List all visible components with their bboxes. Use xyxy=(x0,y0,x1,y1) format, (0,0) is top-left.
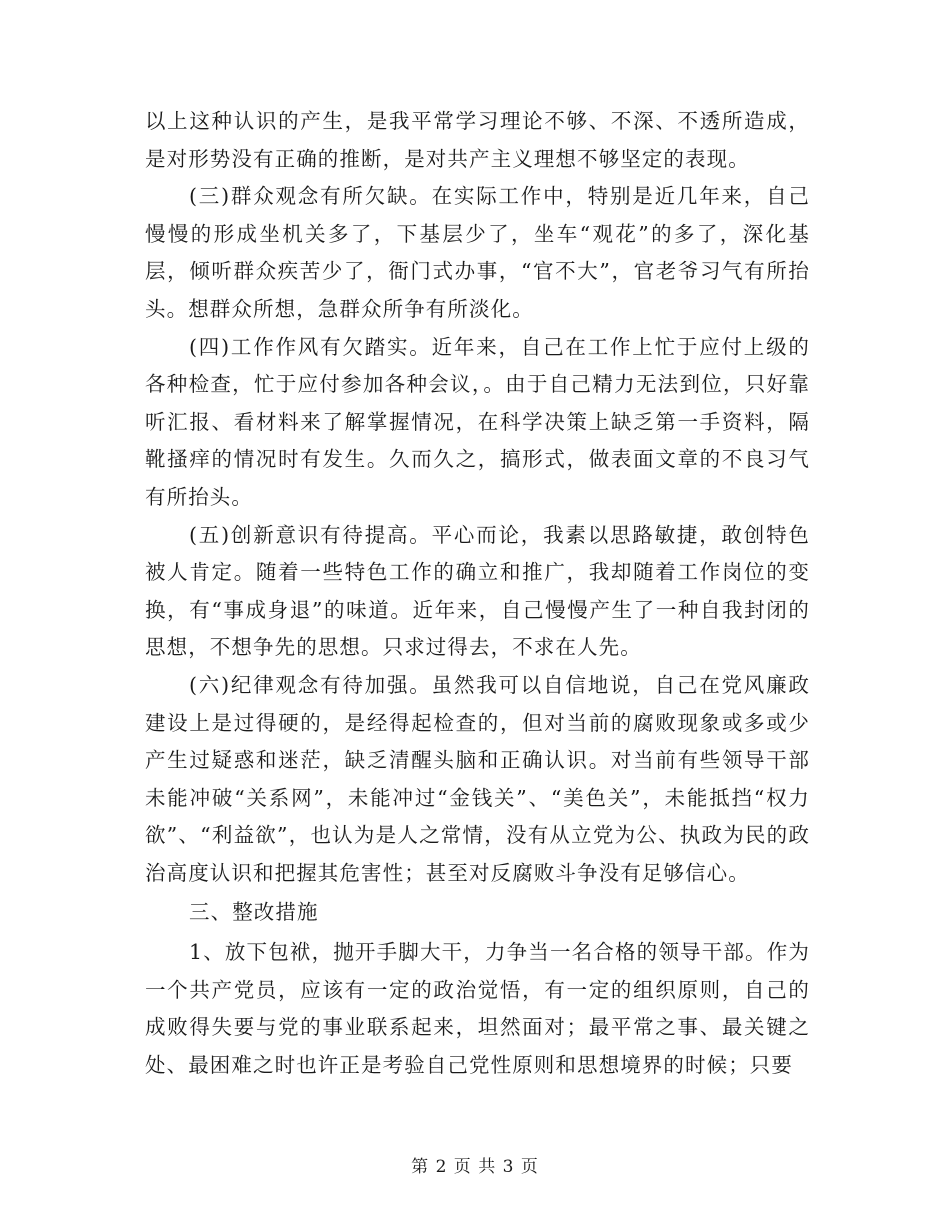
measure-paragraph-1: 1、放下包袱，抛开手脚大干，力争当一名合格的领导干部。作为一个共产党员，应该有一定的政治觉悟，有一定的组织原则，自己的成败得失要与党的事业联系起来，坦然面对；最平常之事、最关键之处、最困难之时也许正是考验自己党性原则和思想境界的时候；只要 xyxy=(145,940,810,1077)
paragraph-3: (四)工作作风有欠踏实。近年来，自己在工作上忙于应付上级的各种检查，忙于应付参加各种会议，。由于自己精力无法到位，只好靠听汇报、看材料来了解掌握情况，在科学决策上缺乏第一手资料，隔靴搔痒的情况时有发生。久而久之，搞形式，做表面文章的不良习气有所抬头。 xyxy=(145,334,810,509)
paragraph-4: (五)创新意识有待提高。平心而论，我素以思路敏捷，敢创特色被人肯定。随着一些特色工作的确立和推广，我却随着工作岗位的变换，有“事成身退”的味道。近年来，自己慢慢产生了一种自我封闭的思想，不想争先的思想。只求过得去，不求在人先。 xyxy=(145,522,810,660)
section-heading: 三、整改措施 xyxy=(189,900,319,925)
paragraph-2: (三)群众观念有所欠缺。在实际工作中，特别是近几年来，自己慢慢的形成坐机关多了，下基层少了，坐车“观花”的多了，深化基层，倾听群众疾苦少了，衙门式办事，“官不大”，官老爷习气有所抬头。想群众所想，急群众所争有所淡化。 xyxy=(145,184,810,321)
paragraph-1: 以上这种认识的产生，是我平常学习理论不够、不深、不透所造成，是对形势没有正确的推断，是对共产主义理想不够坚定的表现。 xyxy=(145,109,810,171)
document-body xyxy=(145,103,810,1084)
page-footer: 第 2 页 共 3 页 xyxy=(411,1157,539,1177)
paragraph-5: (六)纪律观念有待加强。虽然我可以自信地说，自己在党风廉政建设上是过得硬的，是经得起检查的，但对当前的腐败现象或多或少产生过疑惑和迷茫，缺乏清醒头脑和正确认识。对当前有些领导干部未能冲破“关系网”，未能冲过“金钱关”、“美色关”，未能抵挡“权力欲”、“利益欲”，也认为是人之常情，没有从立党为公、执政为民的政治高度认识和把握其危害性；甚至对反腐败斗争没有足够信心。 xyxy=(145,672,810,885)
